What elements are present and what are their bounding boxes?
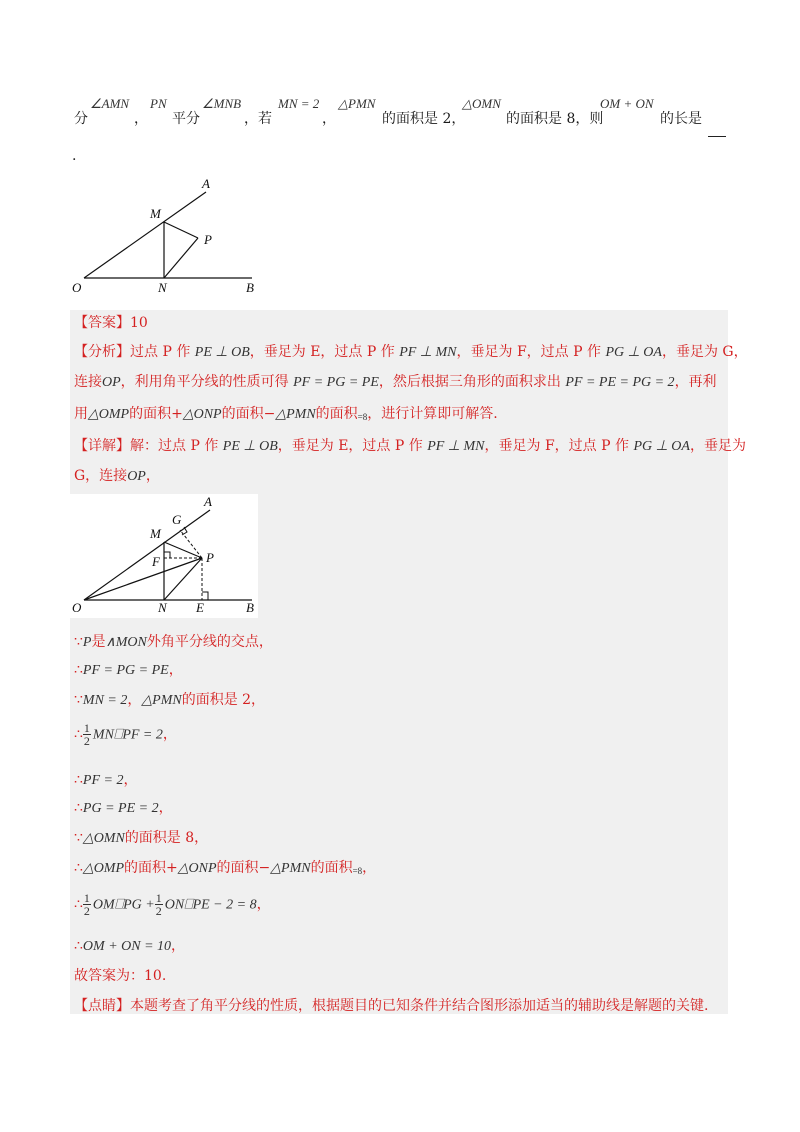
step-math: OM + ON = 10 [82,939,172,954]
fig2-label-f: F [152,554,160,569]
answer-blank [708,122,726,141]
analysis-math: △ONP [182,407,222,422]
fig2-label-o: O [72,600,82,615]
question-math-2: PN [150,96,167,111]
fig1-label-a: A [202,176,210,191]
step-symbol: ∴ [74,772,83,788]
analysis-text: ，垂足为 E，过点 P 作 [249,344,395,360]
step-8 [74,858,376,881]
step-math: MN = 2 [82,693,128,708]
detail-text: ， [145,468,160,484]
analysis-math: PG ⊥ OA [605,345,662,360]
question-math-1: ∠AMN [90,96,130,111]
fig2-label-n: N [158,600,167,615]
analysis-math: △OMP [88,407,130,422]
step-symbol: ∴ [74,662,83,678]
analysis-math: △PMN [275,407,316,422]
step-math: P [82,635,92,650]
fig1-label-b: B [246,280,254,295]
question-math-4: MN = 2 [278,96,320,111]
fig1-segment-pn [164,238,198,278]
step-symbol: ∵ [74,634,83,650]
comment-tag: 【点睛】 [74,998,130,1014]
analysis-math: OP [102,375,121,390]
step-text: 外角平分线的交点， [146,634,273,650]
detail-text: ，垂足为 F，过点 P 作 [484,438,629,454]
detail-tag: 【详解】 [74,438,130,454]
analysis-text: 连接 [74,374,102,390]
step-math: △PMN [270,861,311,876]
figure-2 [70,494,258,618]
step-1 [74,632,273,653]
question-text-3: 平分 [172,111,200,127]
step-math: ∧MON [105,635,147,650]
step-symbol: ∴ [74,896,83,913]
detail-math: PE ⊥ OB [222,439,278,454]
step-symbol: ∴ [74,860,83,876]
step-5 [74,770,137,791]
step-math: PG = PE = 2 [82,801,159,816]
question-math-5: △PMN [338,96,376,111]
analysis-math: PF = PG = PE [293,375,379,390]
question-text-4: ，若 [244,111,272,127]
step-7 [74,828,208,849]
step-text: ， [171,938,186,954]
question-text-1: 分 [74,111,88,127]
analysis-math: PF ⊥ MN [399,345,457,360]
fig1-label-n: N [158,280,167,295]
detail-math: PF ⊥ MN [427,439,485,454]
step-fraction: $\frac{1}{2}$ [155,891,162,918]
detail-text: G，连接 [74,468,128,484]
fig1-label-o: O [72,280,82,295]
detail-text: ，垂足为 [689,438,746,454]
detail-math: OP [127,469,146,484]
step-2 [74,660,183,681]
question-math-6: △OMN [462,96,501,111]
step-10 [74,936,185,957]
step-text: ， [127,692,142,708]
question-math-7: OM + ON [600,96,654,111]
step-text: 的面积是 2， [181,692,266,708]
analysis-tag: 【分析】 [74,344,130,360]
fig2-label-g: G [172,512,182,527]
detail-line-1 [74,436,746,457]
step-text: 是 [91,634,106,650]
analysis-text: 用 [74,406,88,422]
fig2-label-p: P [206,550,214,565]
fig1-segment-mp [164,222,198,238]
step-fraction: $\frac{1}{2}$ [83,891,90,918]
fig2-label-e: E [196,600,204,615]
fig2-label-m: M [150,526,161,541]
step-text: 的面积 [310,860,353,876]
figure-1 [70,172,270,296]
analysis-text: 过点 P 作 [130,344,191,360]
analysis-line-2 [74,372,717,393]
question-text-6: 的面积是 2， [382,111,466,127]
step-text: 的面积− [216,860,271,876]
analysis-text: 的面积+ [129,406,183,422]
analysis-text: ，垂足为 F，过点 P 作 [456,344,601,360]
fig2-label-b: B [246,600,254,615]
question-math-3: ∠MNB [202,96,242,111]
fig1-label-m: M [150,206,161,221]
step-11: 故答案为：10. [74,968,167,984]
fig1-label-p: P [204,232,212,247]
step-text: 的面积是 8， [124,830,209,846]
comment-line [74,996,708,1016]
step-math: △ONP [177,861,217,876]
step-symbol: ∴ [74,938,83,954]
answer-value: 10 [130,315,148,331]
step-math: △OMP [82,861,125,876]
detail-line-2 [74,466,160,487]
question-text-5: ， [322,111,336,127]
step-text: ， [158,800,173,816]
step-text: ， [256,896,271,913]
analysis-math: PF = PE = PG = 2 [565,375,675,390]
question-text-2: ， [134,111,148,127]
analysis-text: ，再利 [674,374,717,390]
detail-text: 解：过点 P 作 [130,438,219,454]
step-4 [74,722,177,747]
analysis-text: ，进行计算即可解答. [367,406,498,422]
step-text: ， [123,772,138,788]
step-math: ON⎕PE − 2 = 8 [164,897,257,913]
step-text: ， [168,662,183,678]
analysis-text: ，垂足为 G， [661,344,748,360]
answer-tag: 【答案】 [74,315,130,331]
step-math: =8 [352,866,363,876]
step-symbol: ∴ [74,800,83,816]
answer-line [74,313,148,333]
step-text: 的面积+ [124,860,178,876]
fig1-line-oa [84,192,206,278]
analysis-math: PE ⊥ OB [194,345,250,360]
step-symbol: ∵ [74,692,83,708]
analysis-text: ，然后根据三角形的面积求出 [378,374,561,390]
step-9 [74,892,271,917]
step-math: PF = 2 [82,773,124,788]
comment-text: 本题考查了角平分线的性质，根据题目的已知条件并结合图形添加适当的辅助线是解题的关键. [130,998,709,1014]
step-text: ， [162,726,177,743]
step-math: MN⎕PF = 2 [92,727,163,743]
analysis-text: 的面积 [315,406,358,422]
detail-math: PG ⊥ OA [633,439,690,454]
analysis-math: =8 [357,412,368,422]
step-6 [74,798,173,819]
analysis-line-3 [74,404,498,427]
analysis-line-1 [74,342,748,363]
step-math: △PMN [141,693,182,708]
step-math: OM⎕PG + [92,897,155,913]
step-symbol: ∴ [74,726,83,743]
fig2-label-a: A [204,494,212,509]
step-fraction: $\frac{1}{2}$ [83,721,90,748]
step-symbol: ∵ [74,830,83,846]
step-math: PF = PG = PE [82,663,169,678]
step-text: ， [362,860,377,876]
question-text-9: . [72,148,77,164]
question-text-8: 的长是 [660,111,702,127]
step-math: △OMN [82,831,125,846]
detail-text: ，垂足为 E，过点 P 作 [277,438,423,454]
analysis-text: ，利用角平分线的性质可得 [120,374,289,390]
step-3 [74,690,265,711]
question-text-7: 的面积是 8，则 [506,111,604,127]
analysis-text: 的面积− [221,406,276,422]
